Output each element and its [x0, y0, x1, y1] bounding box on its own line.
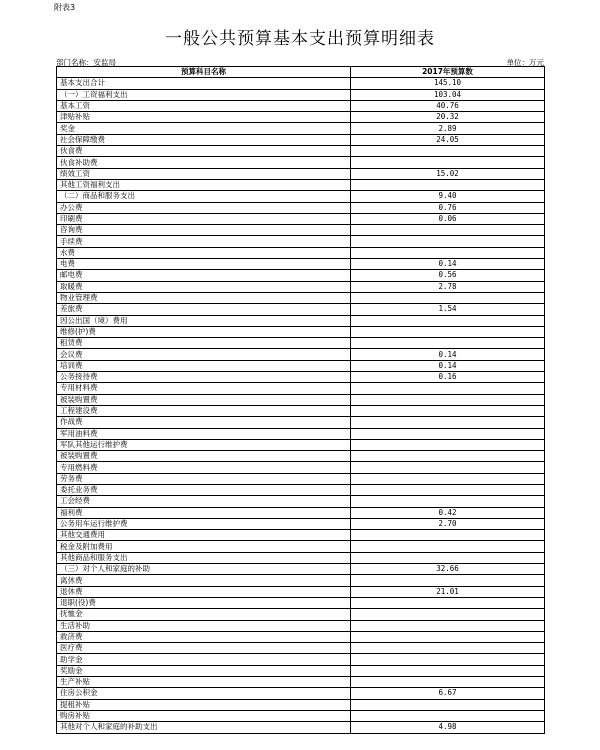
table-row [57, 518, 545, 529]
row-item-name: 抚恤金 [57, 609, 351, 620]
column-header-value: 2017年预算数 [351, 67, 545, 78]
row-item-value: 4.98 [351, 722, 545, 733]
budget-table [56, 66, 545, 734]
row-item-value: 0.56 [351, 270, 545, 281]
table-row [57, 236, 545, 247]
table-row [57, 394, 545, 405]
table-row [57, 428, 545, 439]
row-item-value [351, 631, 545, 642]
row-item-name: 差旅费 [57, 304, 351, 315]
row-item-value [351, 157, 545, 168]
unit-label: 单位：万元 [506, 58, 544, 67]
table-row [57, 146, 545, 157]
table-row [57, 620, 545, 631]
table-row [57, 405, 545, 416]
table-row [57, 179, 545, 190]
row-item-value [351, 677, 545, 688]
row-item-name: 购房补贴 [57, 710, 351, 721]
row-item-name: 退休费 [57, 586, 351, 597]
row-item-value: 0.14 [351, 259, 545, 270]
row-item-name: 电费 [57, 259, 351, 270]
table-row [57, 338, 545, 349]
row-item-name: 水费 [57, 247, 351, 258]
row-item-name: 其他交通费用 [57, 530, 351, 541]
row-item-name: 奖励金 [57, 665, 351, 676]
row-item-name: 作战费 [57, 417, 351, 428]
table-row [57, 349, 545, 360]
table-row [57, 202, 545, 213]
table-row [57, 631, 545, 642]
row-item-name: 津贴补贴 [57, 112, 351, 123]
table-row [57, 541, 545, 552]
row-item-name: 住房公积金 [57, 688, 351, 699]
row-item-name: 基本支出合计 [57, 78, 351, 89]
row-item-name: 公务接待费 [57, 372, 351, 383]
table-row [57, 473, 545, 484]
table-row [57, 722, 545, 733]
row-item-name: 专用材料费 [57, 383, 351, 394]
row-item-value [351, 326, 545, 337]
row-item-name: 办公费 [57, 202, 351, 213]
row-item-value [351, 417, 545, 428]
row-item-value: 40.76 [351, 100, 545, 111]
row-item-name: 咨询费 [57, 225, 351, 236]
row-item-value [351, 484, 545, 495]
table-body [57, 78, 545, 733]
row-item-value [351, 654, 545, 665]
row-item-value: 2.70 [351, 518, 545, 529]
row-item-value [351, 710, 545, 721]
row-item-name: （二）商品和服务支出 [57, 191, 351, 202]
row-item-name: 被装购置费 [57, 451, 351, 462]
page-title: 一般公共预算基本支出预算明细表 [165, 29, 435, 49]
row-item-value: 24.05 [351, 134, 545, 145]
row-item-name: 生活补助 [57, 620, 351, 631]
row-item-name: 因公出国（境）费用 [57, 315, 351, 326]
row-item-value [351, 428, 545, 439]
row-item-value: 2.89 [351, 123, 545, 134]
row-item-value [351, 146, 545, 157]
row-item-name: 离休费 [57, 575, 351, 586]
table-row [57, 372, 545, 383]
row-item-name: 委托业务费 [57, 484, 351, 495]
table-row [57, 417, 545, 428]
table-row [57, 89, 545, 100]
row-item-name: 基本工资 [57, 100, 351, 111]
row-item-value: 0.42 [351, 507, 545, 518]
table-row [57, 78, 545, 89]
table-row [57, 259, 545, 270]
table-row [57, 270, 545, 281]
table-row [57, 643, 545, 654]
row-item-name: 助学金 [57, 654, 351, 665]
table-row [57, 451, 545, 462]
table-row [57, 552, 545, 563]
row-item-name: 军用油料费 [57, 428, 351, 439]
row-item-value: 6.67 [351, 688, 545, 699]
row-item-value [351, 609, 545, 620]
row-item-name: 取暖费 [57, 281, 351, 292]
table-row [57, 281, 545, 292]
table-row [57, 462, 545, 473]
column-header-name: 预算科目名称 [57, 67, 351, 78]
table-row [57, 564, 545, 575]
row-item-value [351, 530, 545, 541]
row-item-value [351, 665, 545, 676]
row-item-value [351, 292, 545, 303]
row-item-name: 奖金 [57, 123, 351, 134]
row-item-value [351, 247, 545, 258]
row-item-value [351, 462, 545, 473]
table-row [57, 609, 545, 620]
table-row [57, 496, 545, 507]
row-item-value [351, 496, 545, 507]
row-item-value: 1.54 [351, 304, 545, 315]
row-item-value: 15.02 [351, 168, 545, 179]
table-row [57, 484, 545, 495]
row-item-name: 医疗费 [57, 643, 351, 654]
table-row [57, 191, 545, 202]
table-row [57, 688, 545, 699]
row-item-value [351, 338, 545, 349]
row-item-value [351, 620, 545, 631]
row-item-value: 0.06 [351, 213, 545, 224]
row-item-value [351, 236, 545, 247]
row-item-name: 退职(役)费 [57, 597, 351, 608]
row-item-name: 救济费 [57, 631, 351, 642]
row-item-name: 公务用车运行维护费 [57, 518, 351, 529]
row-item-name: 手续费 [57, 236, 351, 247]
row-item-name: 邮电费 [57, 270, 351, 281]
table-row [57, 292, 545, 303]
table-row [57, 123, 545, 134]
table-row [57, 247, 545, 258]
table-row [57, 315, 545, 326]
table-row [57, 168, 545, 179]
row-item-name: 印刷费 [57, 213, 351, 224]
row-item-value: 21.01 [351, 586, 545, 597]
table-row [57, 326, 545, 337]
row-item-value [351, 451, 545, 462]
table-row [57, 112, 545, 123]
row-item-value: 103.04 [351, 89, 545, 100]
row-item-value: 32.66 [351, 564, 545, 575]
table-row [57, 383, 545, 394]
row-item-value [351, 552, 545, 563]
row-item-name: 其他对个人和家庭的补助支出 [57, 722, 351, 733]
table-row [57, 530, 545, 541]
row-item-name: 被装购置费 [57, 394, 351, 405]
row-item-name: 其他商品和服务支出 [57, 552, 351, 563]
table-row [57, 586, 545, 597]
row-item-value: 0.14 [351, 349, 545, 360]
row-item-name: 工会经费 [57, 496, 351, 507]
row-item-name: 军队其他运行维护费 [57, 439, 351, 450]
row-item-value [351, 383, 545, 394]
row-item-name: 工程建设费 [57, 405, 351, 416]
table-row [57, 304, 545, 315]
row-item-value [351, 699, 545, 710]
table-row [57, 100, 545, 111]
table-row [57, 134, 545, 145]
row-item-name: 社会保障缴费 [57, 134, 351, 145]
table-row [57, 665, 545, 676]
row-item-value: 20.32 [351, 112, 545, 123]
row-item-name: 伙食补助费 [57, 157, 351, 168]
table-row [57, 699, 545, 710]
row-item-name: 会议费 [57, 349, 351, 360]
row-item-value [351, 541, 545, 552]
row-item-value [351, 394, 545, 405]
row-item-name: 绩效工资 [57, 168, 351, 179]
row-item-name: （三）对个人和家庭的补助 [57, 564, 351, 575]
row-item-name: 福利费 [57, 507, 351, 518]
department-name: 部门名称：安监局 [56, 58, 116, 67]
row-item-name: 提租补贴 [57, 699, 351, 710]
table-row [57, 597, 545, 608]
row-item-name: 税金及附加费用 [57, 541, 351, 552]
row-item-value [351, 315, 545, 326]
row-item-value [351, 179, 545, 190]
table-row [57, 439, 545, 450]
annex-label: 附表3 [54, 3, 76, 12]
row-item-name: 物业管理费 [57, 292, 351, 303]
row-item-value [351, 473, 545, 484]
row-item-value: 0.16 [351, 372, 545, 383]
row-item-value [351, 575, 545, 586]
row-item-name: 其他工资福利支出 [57, 179, 351, 190]
table-row [57, 213, 545, 224]
row-item-name: 租赁费 [57, 338, 351, 349]
row-item-name: （一）工资福利支出 [57, 89, 351, 100]
table-header-row [57, 67, 545, 78]
row-item-name: 维修(护)费 [57, 326, 351, 337]
row-item-value: 0.14 [351, 360, 545, 371]
row-item-value [351, 225, 545, 236]
row-item-value [351, 405, 545, 416]
row-item-name: 培训费 [57, 360, 351, 371]
row-item-value: 0.76 [351, 202, 545, 213]
row-item-value [351, 643, 545, 654]
row-item-name: 劳务费 [57, 473, 351, 484]
row-item-name: 生产补贴 [57, 677, 351, 688]
row-item-value: 2.78 [351, 281, 545, 292]
table-row [57, 575, 545, 586]
row-item-value: 145.10 [351, 78, 545, 89]
row-item-name: 伙食费 [57, 146, 351, 157]
row-item-name: 专用燃料费 [57, 462, 351, 473]
table-row [57, 710, 545, 721]
table-row [57, 225, 545, 236]
table-row [57, 507, 545, 518]
row-item-value [351, 597, 545, 608]
row-item-value: 9.40 [351, 191, 545, 202]
row-item-value [351, 439, 545, 450]
table-row [57, 157, 545, 168]
table-row [57, 360, 545, 371]
table-row [57, 677, 545, 688]
table-row [57, 654, 545, 665]
